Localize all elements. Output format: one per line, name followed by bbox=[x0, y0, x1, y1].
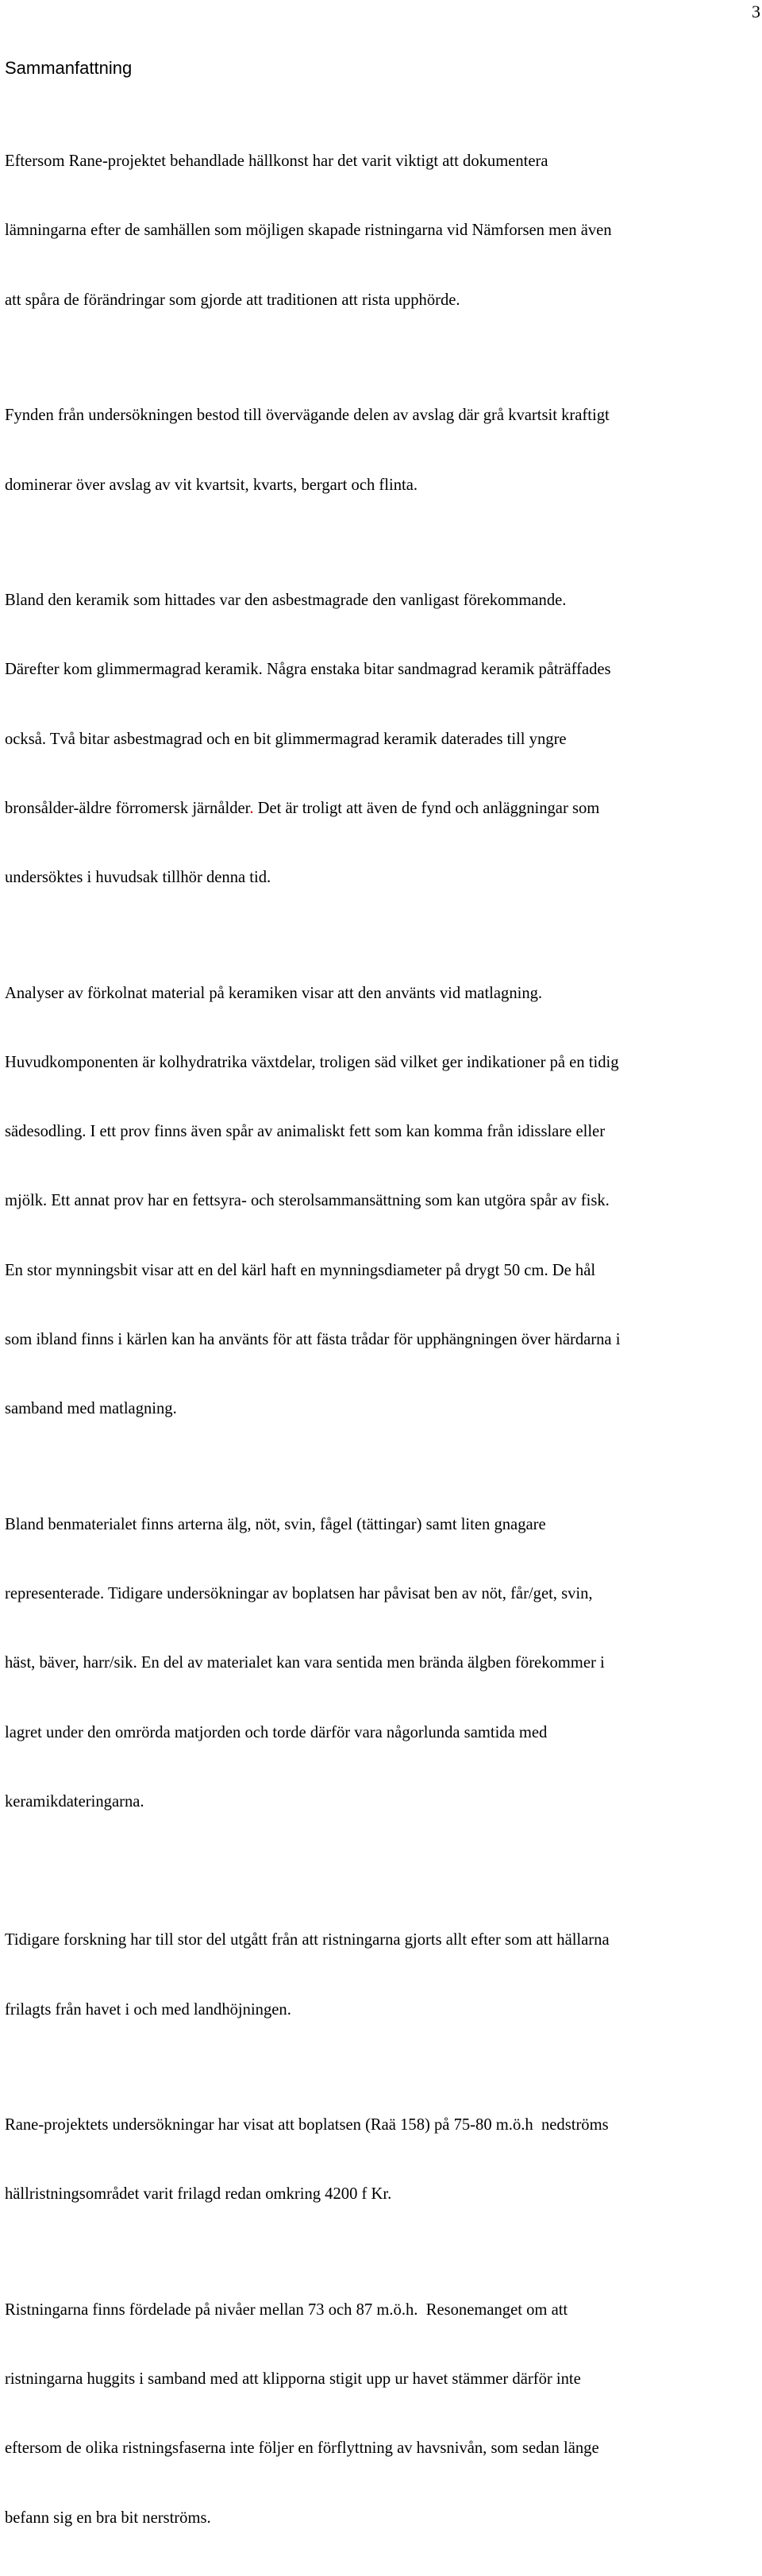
text-line: dominerar över avslag av vit kvartsit, kvarts, bergart och flinta. bbox=[5, 476, 418, 494]
text-line: Därefter kom glimmermagrad keramik. Några enstaka bitar sandmagrad keramik påträffades bbox=[5, 661, 611, 679]
text-line: också. Två bitar asbestmagrad och en bit glimmermagrad keramik daterades till yngre bbox=[5, 730, 567, 748]
text-line: hällristningsområdet varit frilagd redan omkring 4200 f Kr. bbox=[5, 2185, 392, 2204]
text-fragment: Det är troligt att även de fynd och anläggningar som bbox=[253, 799, 600, 817]
text-line: Huvudkomponenten är kolhydratrika växtdelar, troligen säd vilket ger indikationer på en tidig bbox=[5, 1053, 619, 1071]
highlighted-period: . bbox=[249, 799, 254, 817]
text-line: som ibland finns i kärlen kan ha använts för att fästa trådar för upphängningen över härdarna i bbox=[5, 1330, 621, 1348]
paragraph-carvings bbox=[5, 2253, 762, 2576]
text-line: eftersom de olika ristningsfaserna inte följer en förflyttning av havsnivån, som sedan länge bbox=[5, 2439, 599, 2458]
text-line: mjölk. Ett annat prov har en fettsyra- och sterolsammansättning som kan utgöra spår av fisk. bbox=[5, 1192, 610, 1210]
paragraph-analyses bbox=[5, 935, 762, 1467]
paragraph-ceramics bbox=[5, 543, 762, 936]
text-line: En stor mynningsbit visar att en del kärl haft en mynningsdiameter på drygt 50 cm. De hål bbox=[5, 1261, 596, 1279]
text-line: sädesodling. I ett prov finns även spår av animaliskt fett som kan komma från idisslare eller bbox=[5, 1123, 606, 1141]
text-line: representerade. Tidigare undersökningar av boplatsen har påvisat ben av nöt, får/get, svin, bbox=[5, 1585, 593, 1602]
text-line: undersöktes i huvudsak tillhör denna tid. bbox=[5, 869, 271, 887]
text-line: ristningarna huggits i samband med att klipporna stigit upp ur havet stämmer därför inte bbox=[5, 2370, 581, 2389]
text-line: Analyser av förkolnat material på keramiken visar att den använts vid matlagning. bbox=[5, 984, 543, 1002]
text-line: frilagts från havet i och med landhöjningen. bbox=[5, 2000, 291, 2019]
text-line: Fynden från undersökningen bestod till övervägande delen av avslag där grå kvartsit kraftigt bbox=[5, 407, 610, 425]
text-line: lagret under den omrörda matjorden och torde därför vara någorlunda samtida med bbox=[5, 1723, 548, 1741]
text-line: Ristningarna finns fördelade på nivåer mellan 73 och 87 m.ö.h. Resonemanget om att bbox=[5, 2300, 568, 2319]
text-line: Bland benmaterialet finns arterna älg, nöt, svin, fågel (tättingar) samt liten gnagare bbox=[5, 1515, 546, 1533]
paragraph-bones bbox=[5, 1467, 762, 1861]
page-title: Sammanfattning bbox=[5, 58, 133, 78]
text-line: Bland den keramik som hittades var den asbestmagrade den vanligast förekommande. bbox=[5, 591, 567, 609]
text-line: Tidigare forskning har till stor del utgått från att ristningarna gjorts allt efter som att hällarna bbox=[5, 1931, 610, 1949]
text-line bbox=[5, 797, 762, 820]
paragraph-purpose bbox=[5, 104, 762, 358]
text-line: lämningarna efter de samhällen som möjligen skapade ristningarna vid Nämforsen men även bbox=[5, 222, 612, 240]
text-line: Eftersom Rane-projektet behandlade hällkonst har det varit viktigt att dokumentera bbox=[5, 152, 548, 171]
text-line: befann sig en bra bit nerströms. bbox=[5, 2509, 211, 2527]
paragraph-lithics bbox=[5, 358, 762, 543]
summary-body bbox=[5, 104, 762, 2576]
text-line: samband med matlagning. bbox=[5, 1400, 177, 1418]
paragraph-gap bbox=[5, 1860, 762, 1883]
page-number: 3 bbox=[752, 2, 760, 21]
text-line: keramikdateringarna. bbox=[5, 1792, 144, 1811]
paragraph-research bbox=[5, 1883, 762, 2068]
text-line: häst, bäver, harr/sik. En del av materialet kan vara sentida men brända älgben förekommer i bbox=[5, 1654, 605, 1672]
text-line: att spåra de förändringar som gjorde att traditionen att rista upphörde. bbox=[5, 291, 460, 309]
paragraph-settlement bbox=[5, 2068, 762, 2253]
text-line: Rane-projektets undersökningar har visat att boplatsen (Raä 158) på 75-80 m.ö.h nedströms bbox=[5, 2116, 609, 2134]
dating-period-text: bronsålder-äldre förromersk järnålder bbox=[5, 799, 250, 817]
